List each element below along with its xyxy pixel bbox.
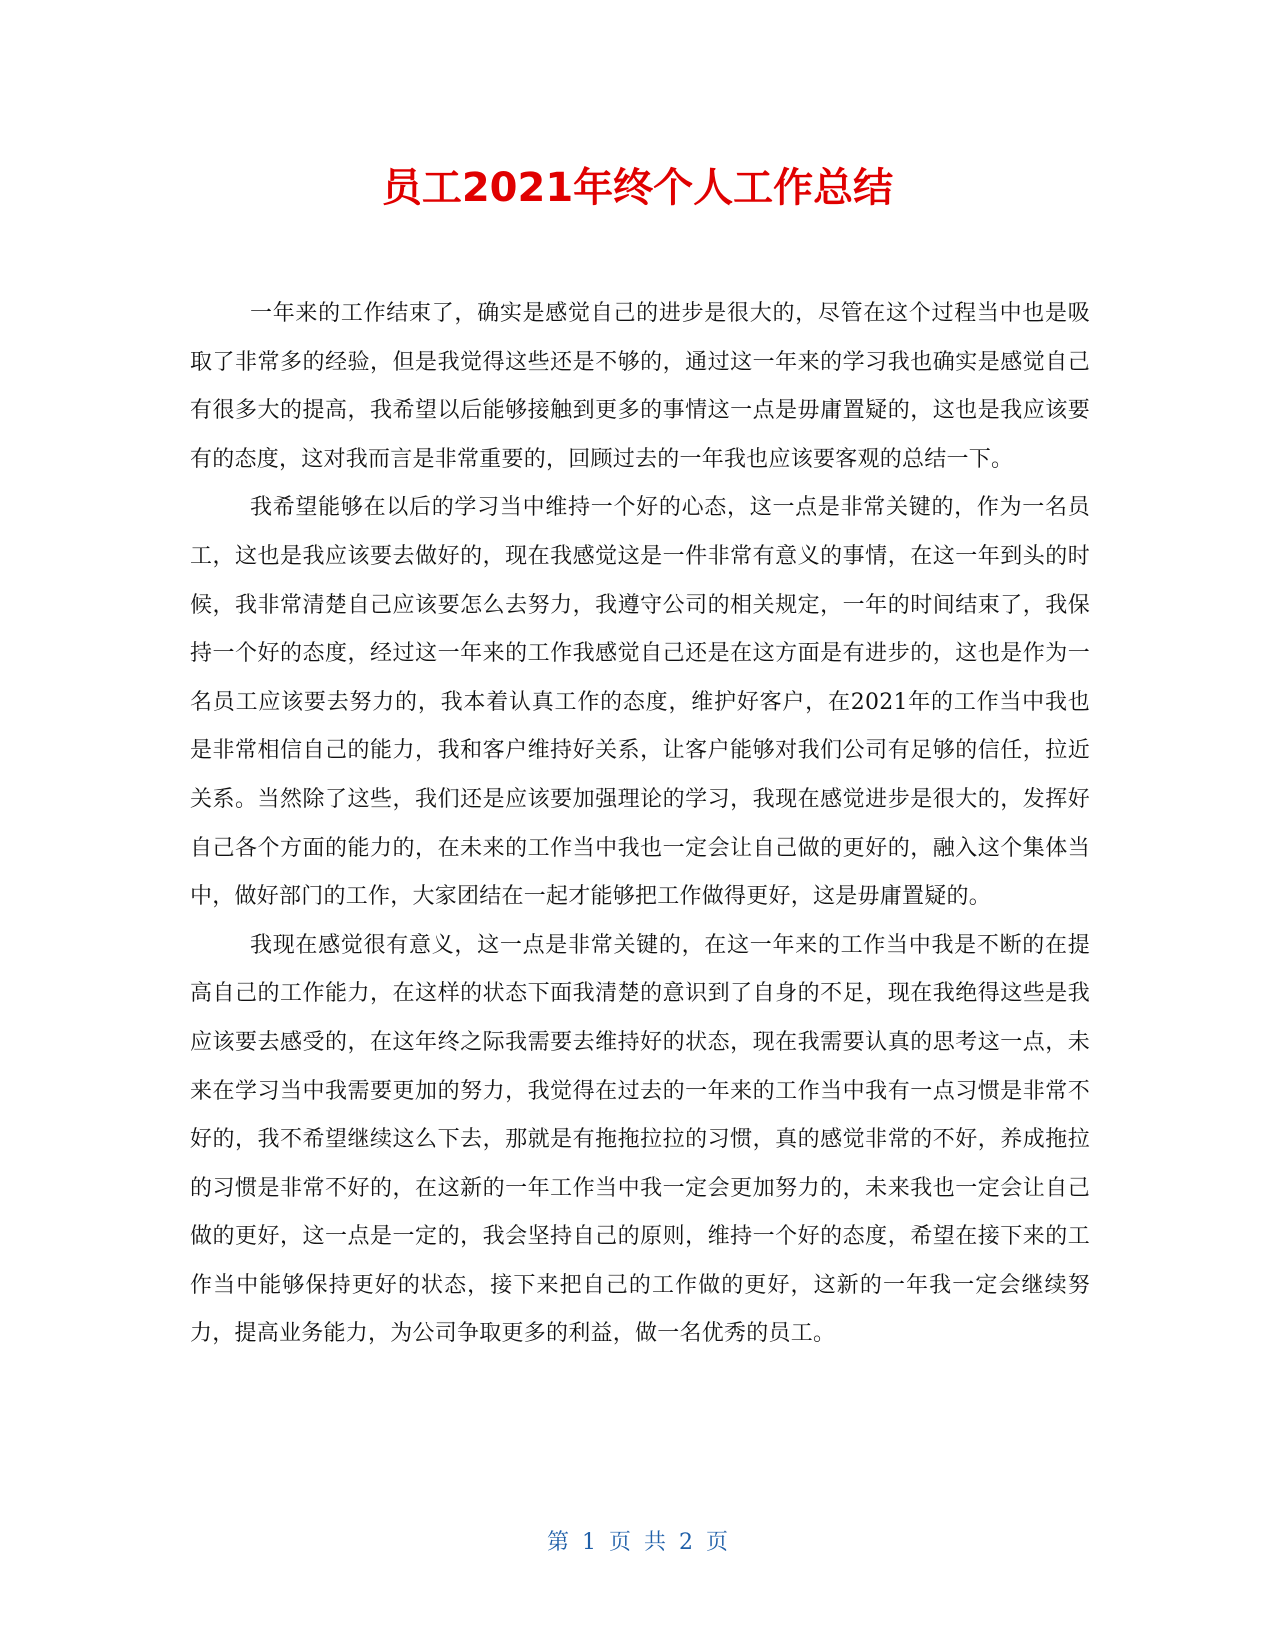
paragraph-1: 一年来的工作结束了，确实是感觉自己的进步是很大的，尽管在这个过程当中也是吸取了非常多的经验，但是我觉得这些还是不够的，通过这一年来的学习我也确实是感觉自己有很多大的提高，我希望以后能够接触到更多的事情这一点是毋庸置疑的，这也是我应该要有的态度，这对我而言是非常重要的，回顾过去的一年我也应该要客观的总结一下。	[190, 301, 1090, 472]
document-body	[190, 290, 1090, 1359]
page-number-footer: 第 1 页 共 2 页	[547, 1530, 728, 1555]
document-title: 员工2021年终个人工作总结	[381, 165, 894, 211]
paragraph-2: 我希望能够在以后的学习当中维持一个好的心态，这一点是非常关键的，作为一名员工，这也是我应该要去做好的，现在我感觉这是一件非常有意义的事情，在这一年到头的时候，我非常清楚自己应该要怎么去努力，我遵守公司的相关规定，一年的时间结束了，我保持一个好的态度，经过这一年来的工作我感觉自己还是在这方面是有进步的，这也是作为一名员工应该要去努力的，我本着认真工作的态度，维护好客户，在2021年的工作当中我也是非常相信自己的能力，我和客户维持好关系，让客户能够对我们公司有足够的信任，拉近关系。当然除了这些，我们还是应该要加强理论的学习，我现在感觉进步是很大的，发挥好自己各个方面的能力的，在未来的工作当中我也一定会让自己做的更好的，融入这个集体当中，做好部门的工作，大家团结在一起才能够把工作做得更好，这是毋庸置疑的。	[190, 495, 1090, 910]
paragraph-3: 我现在感觉很有意义，这一点是非常关键的，在这一年来的工作当中我是不断的在提高自己的工作能力，在这样的状态下面我清楚的意识到了自身的不足，现在我绝得这些是我应该要去感受的，在这年终之际我需要去维持好的状态，现在我需要认真的思考这一点，未来在学习当中我需要更加的努力，我觉得在过去的一年来的工作当中我有一点习惯是非常不好的，我不希望继续这么下去，那就是有拖拖拉拉的习惯，真的感觉非常的不好，养成拖拉的习惯是非常不好的，在这新的一年工作当中我一定会更加努力的，未来我也一定会让自己做的更好，这一点是一定的，我会坚持自己的原则，维持一个好的态度，希望在接下来的工作当中能够保持更好的状态，接下来把自己的工作做的更好，这新的一年我一定会继续努力，提高业务能力，为公司争取更多的利益，做一名优秀的员工。	[190, 932, 1090, 1347]
